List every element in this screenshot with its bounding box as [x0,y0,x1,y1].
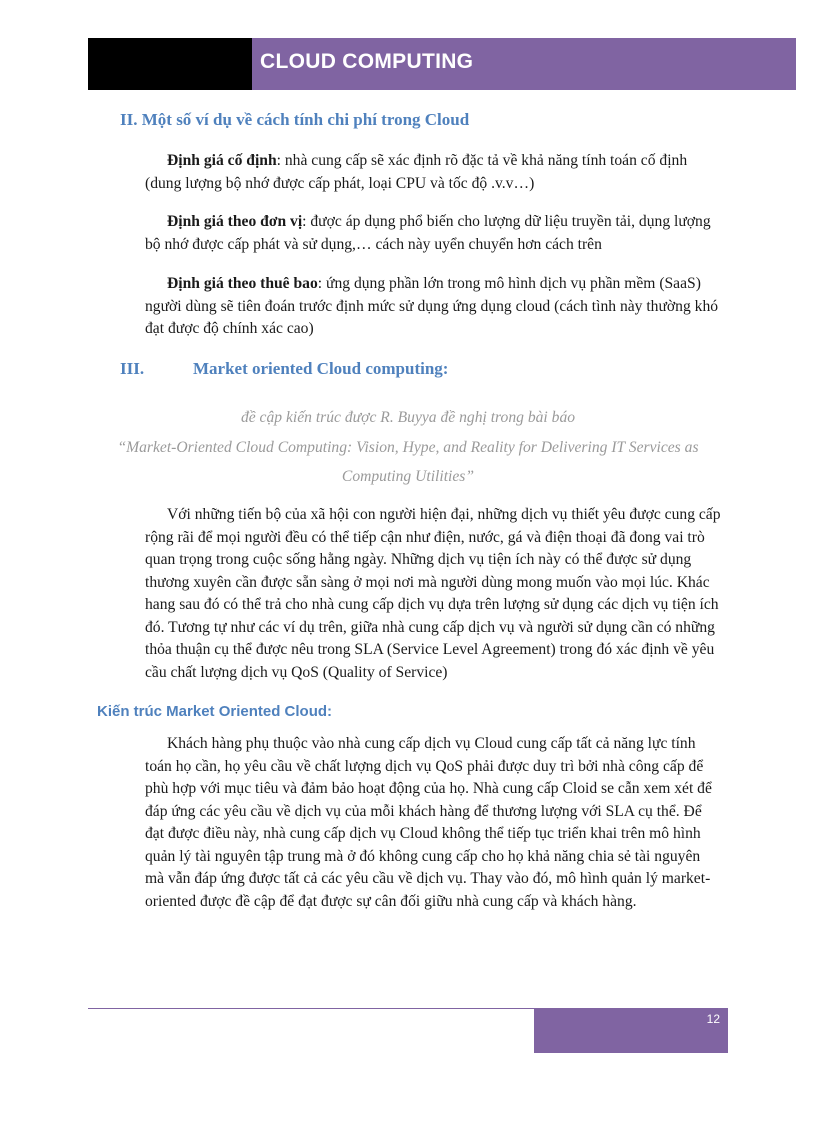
pricing-unit-text: : được áp dụng phổ biến cho lượng dữ liệu truyền tải, dụng lượng bộ nhớ được cấp phát và sử dụng,… cách này uyển chuyển hơn cách trên [145,213,711,253]
quote-line-3: Computing Utilities” [341,468,475,485]
pricing-unit-paragraph [145,211,723,256]
pricing-fixed-text: : nhà cung cấp sẽ xác định rõ đặc tả về khả năng tính toán cố định (dung lượng bộ nhớ được cấp phát, loại CPU và tốc độ .v.v…) [145,152,688,192]
section-2-heading: II. Một số ví dụ về cách tính chi phí trong Cloud [120,110,470,129]
pricing-fixed-paragraph [145,150,723,195]
market-oriented-paragraph: Với những tiến bộ của xã hội con người hiện đại, những dịch vụ thiết yêu được cung cấp rộng rãi để mọi người đều có thể tiếp cận như điện, nước, gá và điện thoại đã đong vai trò quan trọng trong cuộc sống hằng ngày. Những dịch vụ tiện ích này có thể được sử dụng thương xuyên cần được sẵn sàng ở mọi nơi mà người dùng mong muốn vào mọi lúc. Khác hang sau đó có thể trả cho nhà cung cấp dịch vụ dựa trên lượng sử dụng các dịch vụ tiện ích đó. Tương tự như các ví dụ trên, giữa nhà cung cấp dịch vụ và người sử dụng cần có những thỏa thuận cụ thể được nêu trong SLA (Service Level Agreement) trong đó xác định về yêu cầu chất lượng dịch vụ QoS (Quality of Service) [145,506,721,681]
architecture-paragraph: Khách hàng phụ thuộc vào nhà cung cấp dịch vụ Cloud cung cấp tất cả năng lực tính toán họ cần, họ yêu cầu về chất lượng dịch vụ QoS phải được duy trì bởi nhà công cấp để phù hợp với mục tiêu và đảm bảo hoạt động của họ. Nhà cung cấp Cloid se cẫn xem xét để đáp ứng các yêu cầu về dịch vụ của mỗi khách hàng để thương lượng với SLA cụ thể. Để đạt được điều này, nhà cung cấp dịch vụ Cloud không thể tiếp tục triển khai trên mô hình quản lý tài nguyên tập trung mà ở đó không cung cấp cho họ khả năng chia sẻ tài nguyên mà vẫn đáp ứng được tất cả các yêu cầu về dịch vụ. Thay vào đó, mô hình quản lý market-oriented được đề cập để đạt được sự cân đối giữu nhà cung cấp và khách hàng. [145,735,712,910]
page-number: 12 [706,1012,720,1026]
footer-rule [88,1008,534,1009]
architecture-heading: Kiến trúc Market Oriented Cloud: [97,703,333,720]
page-header-title: CLOUD COMPUTING [260,50,474,73]
quote-block [88,403,728,492]
footer-box [534,1008,728,1053]
pricing-fixed-term: Định giá cố định [167,152,277,169]
quote-line-2: “Market-Oriented Cloud Computing: Vision, Hype, and Reality for Delivering IT Services as [117,438,699,456]
section-3-number: III. [120,359,145,378]
pricing-subscription-text: : ứng dụng phần lớn trong mô hình dịch vụ phần mềm (SaaS) người dùng sẽ tiên đoán trước định mức sử dụng ứng dụng cloud (cách tình này thường khó đạt được độ chính xác cao) [145,275,719,337]
quote-line-1: đề cập kiến trúc được R. Buyya đề nghị trong bài báo [240,409,576,426]
pricing-subscription-term: Định giá theo thuê bao [167,275,318,292]
pricing-unit-term: Định giá theo đơn vị [167,213,303,230]
pricing-subscription-paragraph [145,273,723,341]
section-3-heading: Market oriented Cloud computing: [193,359,449,378]
header-black-block [88,38,252,90]
